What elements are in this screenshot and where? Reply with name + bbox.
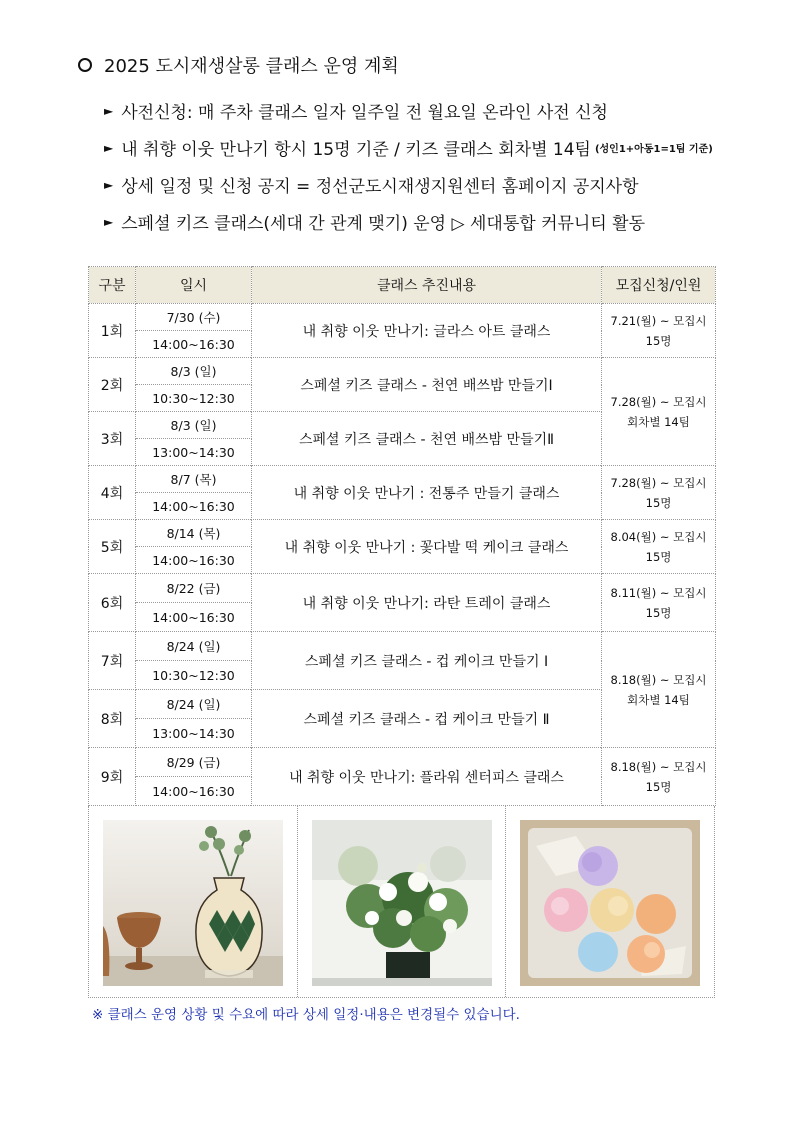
recruit-cell [602,466,716,520]
recruit-period: 8.18(월) ~ 모집시 [610,672,707,687]
bullet-text: 스페셜 키즈 클래스(세대 간 관계 맺기) 운영 ▷ 세대통합 커뮤니티 활동 [121,214,646,234]
round-cell: 5회 [89,520,136,574]
header-content: 클래스 추진내용 [252,267,602,304]
bath-bomb-photo [506,806,714,997]
bullet-item [104,203,713,240]
table-row [89,466,716,493]
header-datetime: 일시 [136,267,252,304]
recruit-period: 7.28(월) ~ 모집시 [610,475,707,490]
round-cell: 3회 [89,412,136,466]
content-cell: 내 취향 이웃 만나기 : 전통주 만들기 클래스 [252,466,602,520]
table-header-row [89,267,716,304]
recruit-quota: 15명 [645,333,672,348]
time-cell: 10:30~12:30 [136,661,252,690]
recruit-cell [602,632,716,748]
time-cell: 10:30~12:30 [136,385,252,412]
table-row [89,358,716,385]
recruit-period: 8.04(월) ~ 모집시 [610,529,707,544]
date-cell: 8/29 (금) [136,748,252,777]
glass-art-vase-photo [89,806,297,997]
date-cell: 8/3 (일) [136,412,252,439]
content-cell: 스페셜 키즈 클래스 - 천연 배쓰밤 만들기Ⅱ [252,412,602,466]
round-cell: 9회 [89,748,136,806]
recruit-quota: 회차별 14팀 [627,414,690,429]
round-cell: 6회 [89,574,136,632]
photo-cell [89,806,298,997]
round-cell: 1회 [89,304,136,358]
recruit-period: 7.28(월) ~ 모집시 [610,394,707,409]
recruit-quota: 15명 [645,605,672,620]
bullet-text: 상세 일정 및 신청 공지 = 정선군도시재생지원센터 홈페이지 공지사항 [121,177,639,197]
header-round: 구분 [89,267,136,304]
section-heading [78,52,399,78]
heading-text: 2025 도시재생살롱 클래스 운영 계획 [104,56,399,77]
recruit-quota: 15명 [645,495,672,510]
bullet-item [104,166,713,203]
photo-strip [88,806,715,998]
recruit-cell [602,574,716,632]
triangle-right-icon: ► [104,140,114,155]
content-cell: 스페셜 키즈 클래스 - 컵 케이크 만들기 Ⅱ [252,690,602,748]
recruit-quota: 15명 [645,779,672,794]
photo-cell [506,806,714,997]
time-cell: 13:00~14:30 [136,719,252,748]
recruit-quota: 15명 [645,549,672,564]
recruit-period: 7.21(월) ~ 모집시 [610,313,707,328]
bullet-note: (성인1+아동1=1팀 기준) [594,144,713,155]
content-cell: 내 취향 이웃 만나기 : 꽃다발 떡 케이크 클래스 [252,520,602,574]
triangle-right-icon: ► [104,214,114,229]
table-row [89,748,716,777]
recruit-cell [602,748,716,806]
round-cell: 8회 [89,690,136,748]
content-cell: 내 취향 이웃 만나기: 플라워 센터피스 클래스 [252,748,602,806]
recruit-cell [602,520,716,574]
recruit-period: 8.18(월) ~ 모집시 [610,759,707,774]
date-cell: 8/14 (목) [136,520,252,547]
triangle-right-icon: ► [104,103,114,118]
table-row [89,632,716,661]
bullet-item [104,92,713,129]
round-cell: 2회 [89,358,136,412]
date-cell: 7/30 (수) [136,304,252,331]
footnote: ※ 클래스 운영 상황 및 수요에 따라 상세 일정·내용은 변경될수 있습니다. [92,1007,520,1023]
time-cell: 14:00~16:30 [136,331,252,358]
time-cell: 14:00~16:30 [136,547,252,574]
recruit-quota: 회차별 14팀 [627,692,690,707]
time-cell: 14:00~16:30 [136,777,252,806]
bullet-list [104,92,713,240]
photo-cell [298,806,507,997]
recruit-cell [602,304,716,358]
flower-centerpiece-photo [298,806,506,997]
round-cell: 4회 [89,466,136,520]
circle-bullet-icon [78,58,92,72]
time-cell: 13:00~14:30 [136,439,252,466]
date-cell: 8/7 (목) [136,466,252,493]
recruit-cell [602,358,716,466]
bullet-text: 사전신청: 매 주차 클래스 일자 일주일 전 월요일 온라인 사전 신청 [121,103,608,123]
date-cell: 8/3 (일) [136,358,252,385]
date-cell: 8/24 (일) [136,690,252,719]
bullet-text: 내 취향 이웃 만나기 항시 15명 기준 / 키즈 클래스 회차별 14팀 [121,140,591,160]
content-cell: 내 취향 이웃 만나기: 글라스 아트 클래스 [252,304,602,358]
triangle-right-icon: ► [104,177,114,192]
bullet-item [104,129,713,166]
content-cell: 스페셜 키즈 클래스 - 천연 배쓰밤 만들기Ⅰ [252,358,602,412]
date-cell: 8/22 (금) [136,574,252,603]
time-cell: 14:00~16:30 [136,603,252,632]
content-cell: 내 취향 이웃 만나기: 라탄 트레이 클래스 [252,574,602,632]
time-cell: 14:00~16:30 [136,493,252,520]
class-schedule-table [88,266,716,806]
round-cell: 7회 [89,632,136,690]
recruit-period: 8.11(월) ~ 모집시 [610,585,707,600]
table-row [89,574,716,603]
table-row [89,520,716,547]
table-row [89,304,716,331]
header-recruit: 모집신청/인원 [602,267,716,304]
content-cell: 스페셜 키즈 클래스 - 컵 케이크 만들기 Ⅰ [252,632,602,690]
date-cell: 8/24 (일) [136,632,252,661]
